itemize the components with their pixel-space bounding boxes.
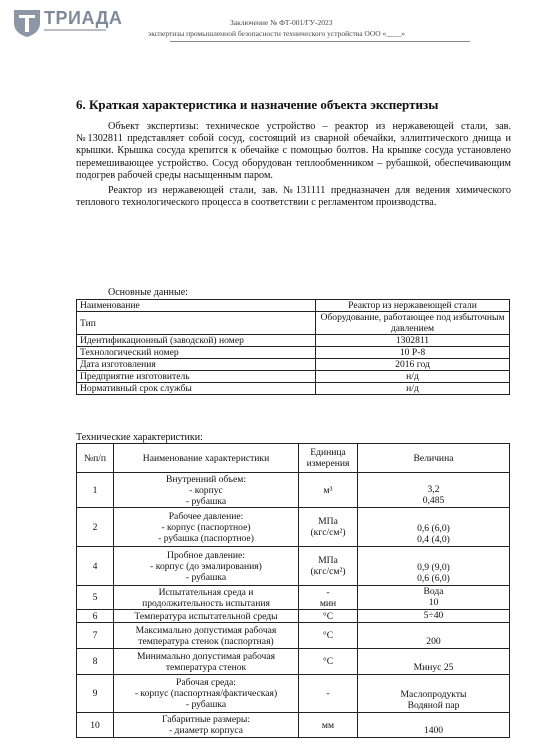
value-cell: 0,6 (6,0) 0,4 (4,0) <box>358 508 510 547</box>
param-value-cell: н/д <box>316 371 510 383</box>
param-name-cell: Предприятие изготовитель <box>77 371 316 383</box>
row-number-cell: 7 <box>77 623 114 649</box>
characteristic-name-cell: Минимально допустимая рабочая температура стенок <box>114 649 299 675</box>
row-number-cell: 9 <box>77 675 114 713</box>
param-name-cell: Наименование <box>77 300 316 312</box>
value-cell: 200 <box>358 623 510 649</box>
table-row <box>77 586 510 610</box>
unit-cell: МПа (кгс/см²) <box>299 508 358 547</box>
value-cell: 1400 <box>358 713 510 738</box>
brand-underline <box>44 29 106 31</box>
row-number-cell: 8 <box>77 649 114 675</box>
table-row <box>77 649 510 675</box>
table-row <box>77 623 510 649</box>
param-name-cell: Технологический номер <box>77 347 316 359</box>
row-number-cell: 1 <box>77 473 114 508</box>
characteristic-name-cell: Рабочее давление: - корпус (паспортное) - рубашка (паспортное) <box>114 508 299 547</box>
row-number-cell: 6 <box>77 610 114 623</box>
unit-cell: МПа (кгс/см²) <box>299 547 358 586</box>
param-value-cell: Реактор из нержавеющей стали <box>316 300 510 312</box>
param-name-cell: Идентификационный (заводской) номер <box>77 335 316 347</box>
row-number-cell: 2 <box>77 508 114 547</box>
header-cell-name: Наименование характеристики <box>114 444 299 473</box>
characteristic-name-cell: Внутренний объем: - корпус - рубашка <box>114 473 299 508</box>
table-row <box>77 359 510 371</box>
unit-cell: °С <box>299 610 358 623</box>
table-row <box>77 300 510 312</box>
header-divider <box>170 41 470 42</box>
characteristic-name-cell: Испытательная среда и продолжительность испытания <box>114 586 299 610</box>
table-row <box>77 610 510 623</box>
header-expertise-subject: экспертизы промышленной безопасности технического устройства ООО «____» <box>148 29 406 38</box>
table-row <box>77 371 510 383</box>
header-cell-unit: Единица измерения <box>299 444 358 473</box>
characteristic-name-cell: Рабочая среда: - корпус (паспортная/фактическая) - рубашка <box>114 675 299 713</box>
header-cell-number: №п/п <box>77 444 114 473</box>
basic-data-label: Основные данные: <box>108 287 188 298</box>
characteristic-name-cell: Пробное давление: - корпус (до эмалирования) - рубашка <box>114 547 299 586</box>
paragraph-purpose: Реактор из нержавеющей стали, зав. №131111 предназначен для ведения химического теплового технологического процесса в соответствии с регламентом производства. <box>76 185 511 209</box>
table-row <box>77 312 510 335</box>
table-row <box>77 383 510 395</box>
table-header-row <box>77 444 510 473</box>
row-number-cell: 5 <box>77 586 114 610</box>
unit-cell: °С <box>299 623 358 649</box>
param-name-cell: Нормативный срок службы <box>77 383 316 395</box>
table-row <box>77 713 510 738</box>
row-number-cell: 4 <box>77 547 114 586</box>
tech-data-label: Технические характеристики: <box>76 432 203 443</box>
value-cell: Минус 25 <box>358 649 510 675</box>
row-number-cell: 10 <box>77 713 114 738</box>
table-row <box>77 347 510 359</box>
brand-name: ТРИАДА <box>44 8 123 28</box>
characteristic-name-cell: Габаритные размеры: - диаметр корпуса <box>114 713 299 738</box>
value-cell: Маслопродукты Водяной пар <box>358 675 510 713</box>
unit-cell: °С <box>299 649 358 675</box>
param-name-cell: Тип <box>77 312 316 335</box>
unit-cell: м³ <box>299 473 358 508</box>
header-conclusion-number: Заключение № ФТ-001/ГУ-2023 <box>230 18 333 27</box>
param-value-cell: н/д <box>316 383 510 395</box>
value-cell: 5÷40 <box>358 610 510 623</box>
section-title: 6. Краткая характеристика и назначение объекта экспертизы <box>76 97 439 112</box>
value-cell: 3,2 0,485 <box>358 473 510 508</box>
unit-cell: мм <box>299 713 358 738</box>
header-cell-value: Величина <box>358 444 510 473</box>
table-row <box>77 547 510 586</box>
paragraph-object-description: Объект экспертизы: техническое устройство – реактор из нержавеющей стали, зав. №1302811 представляет собой сосуд, состоящий из сварной обечайки, эллиптического днища и крышки. Крышка сосуда крепится к обечайке с помощью болтов. На крышке сосуда установлено перемешивающее устройство. Сосуд оборудован теплообменником – рубашкой, обеспечивающим подогрев рабочей среды насыщенным паром. <box>76 121 511 181</box>
table-row <box>77 508 510 547</box>
unit-cell: - <box>299 675 358 713</box>
value-cell: Вода 10 <box>358 586 510 610</box>
param-value-cell: 2016 год <box>316 359 510 371</box>
value-cell: 0,9 (9,0) 0,6 (6,0) <box>358 547 510 586</box>
table-row <box>77 675 510 713</box>
tech-data-table <box>76 443 510 738</box>
table-row <box>77 335 510 347</box>
basic-data-table <box>76 299 510 395</box>
param-value-cell: Оборудование, работающее под избыточным давлением <box>316 312 510 335</box>
table-row <box>77 473 510 508</box>
param-name-cell: Дата изготовления <box>77 359 316 371</box>
param-value-cell: 1302811 <box>316 335 510 347</box>
unit-cell: - мин <box>299 586 358 610</box>
characteristic-name-cell: Максимально допустимая рабочая температура стенок (паспортная) <box>114 623 299 649</box>
param-value-cell: 10 Р-8 <box>316 347 510 359</box>
characteristic-name-cell: Температура испытательной среды <box>114 610 299 623</box>
